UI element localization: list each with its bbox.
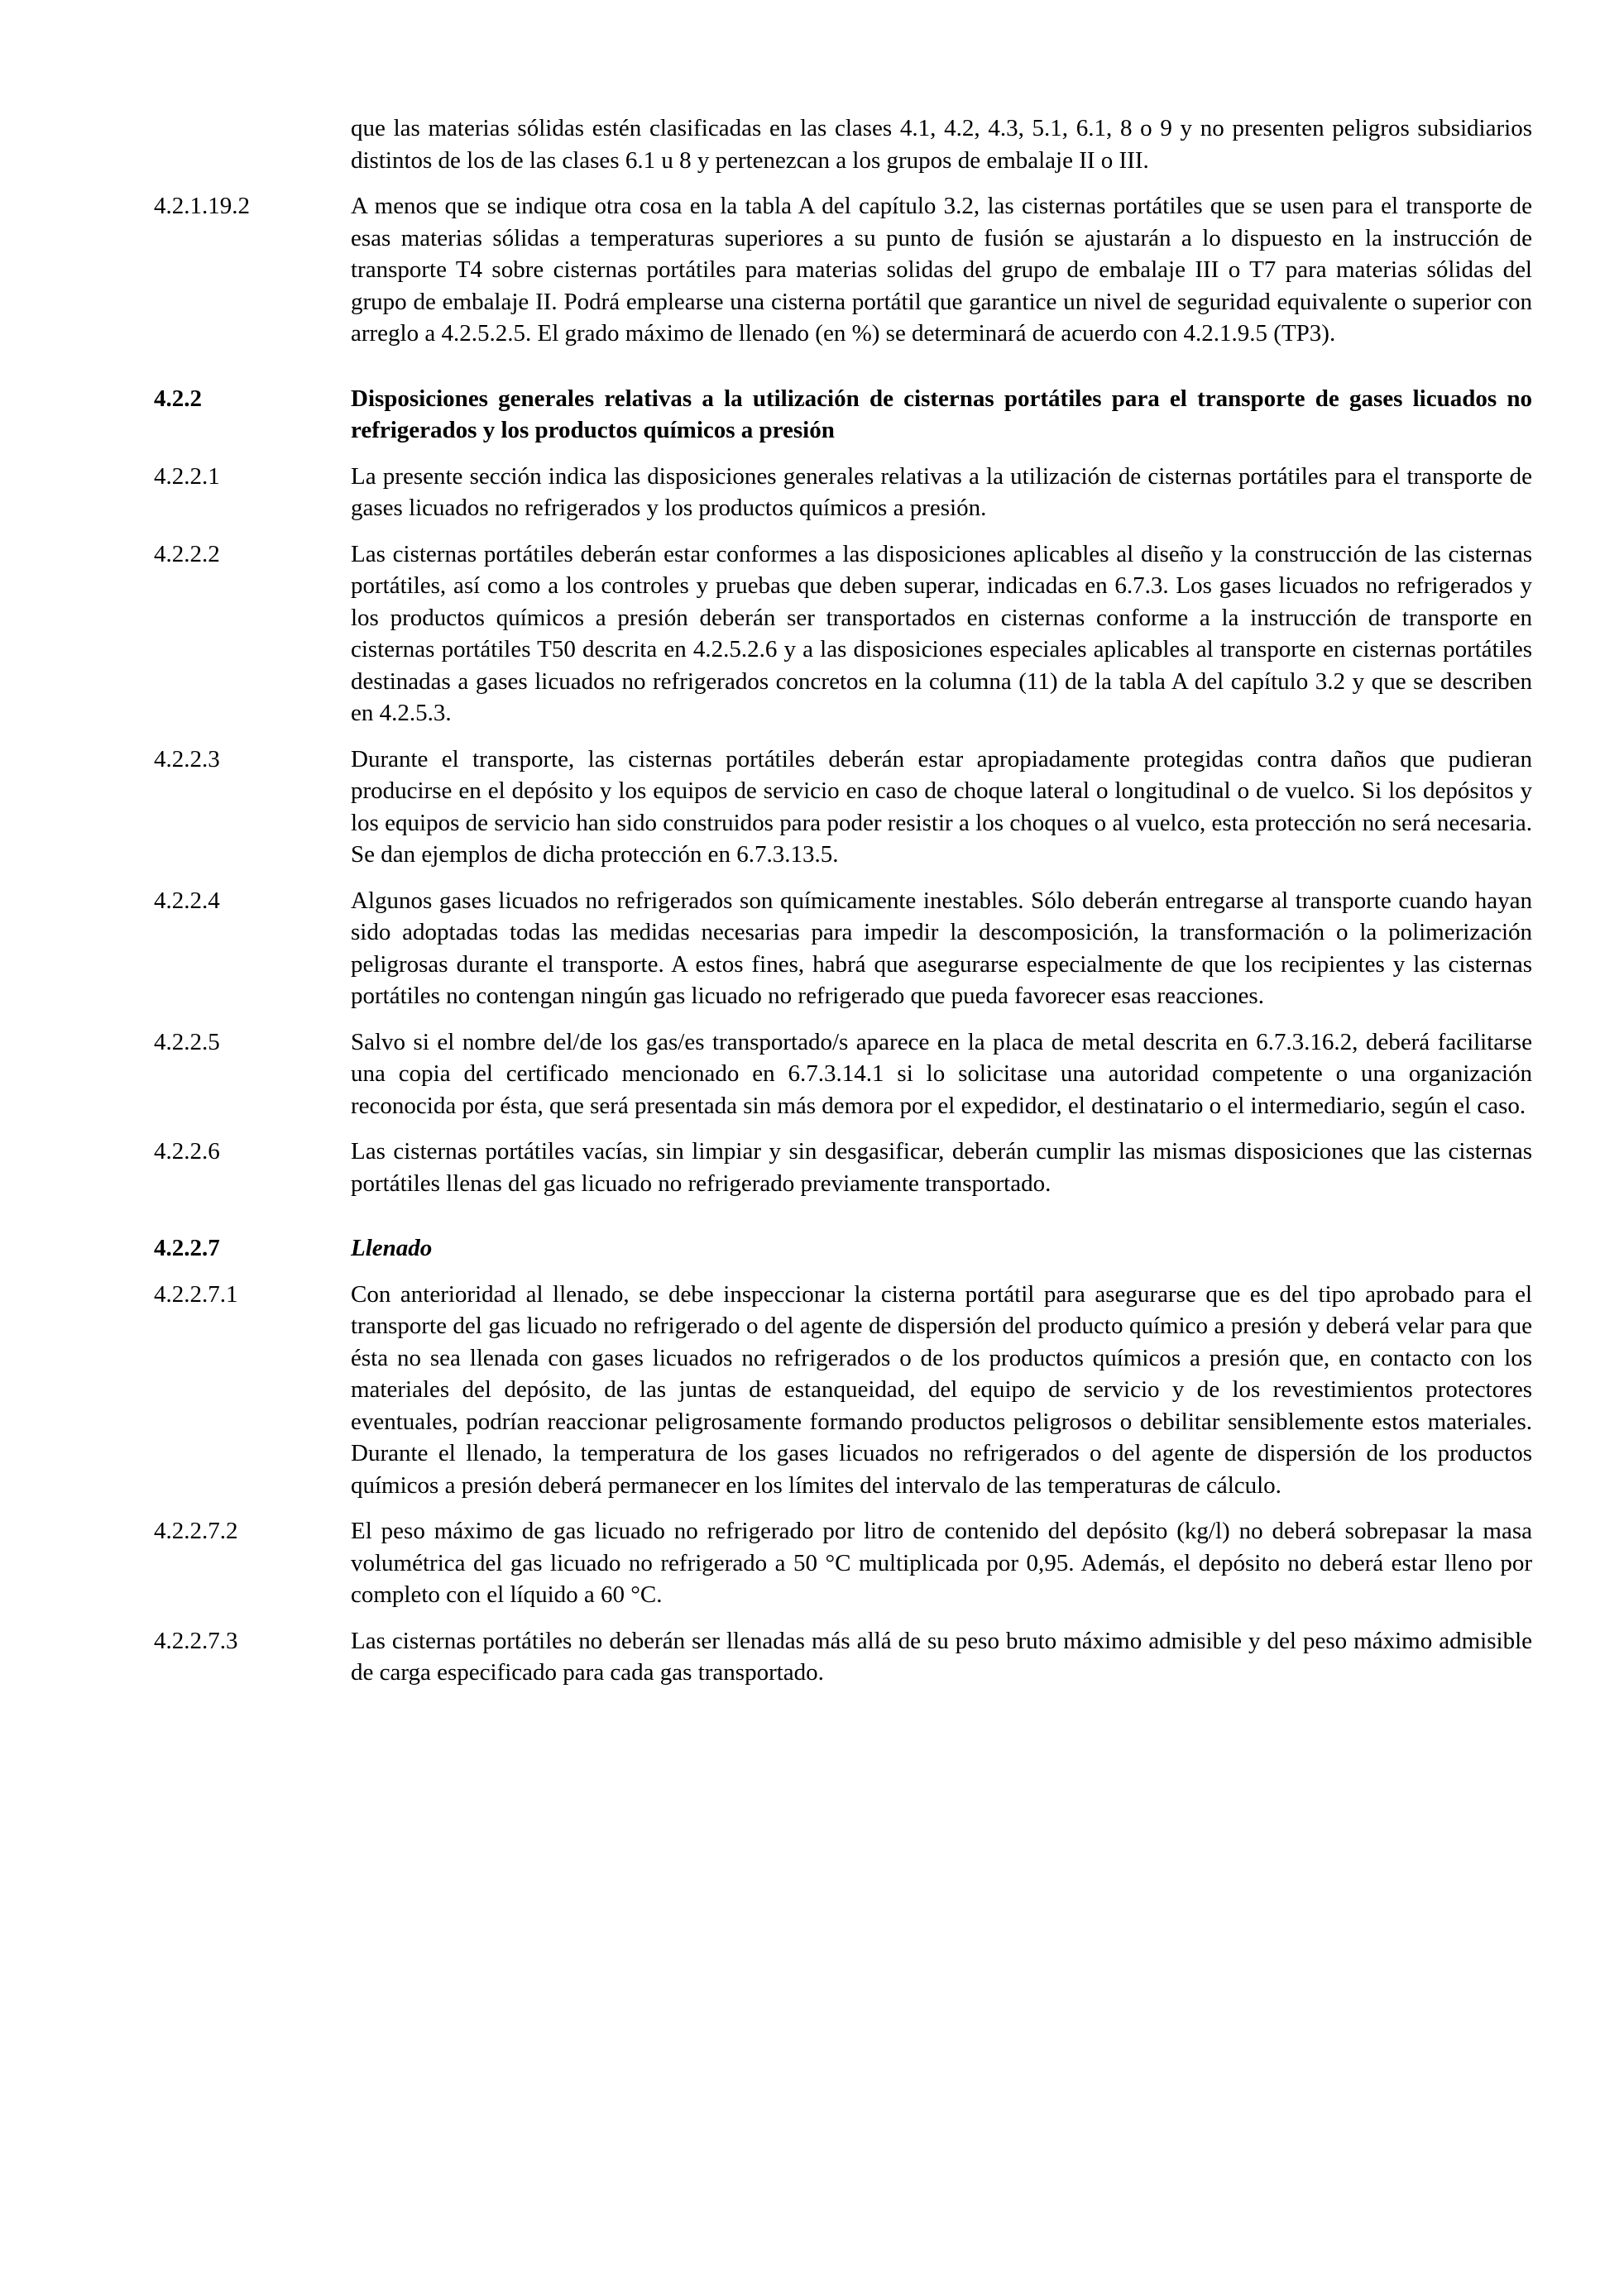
paragraph-text: A menos que se indique otra cosa en la tabla A del capítulo 3.2, las cisternas portátiles que se usen para el transporte de esas materias sólidas a temperaturas superiores a su punto de fusión se ajustarán a lo dispuesto en la instrucción de transporte T4 sobre cisternas portátiles para materias solidas del grupo de embalaje III o T7 para materias sólidas del grupo de embalaje II. Podrá emplearse una cisterna portátil que garantice un nivel de seguridad equivalente o superior con arreglo a 4.2.5.2.5. El grado máximo de llenado (en %) se determinará de acuerdo con 4.2.1.9.5 (TP3). — [351, 193, 1532, 347]
section-number: 4.2.2 — [154, 385, 202, 412]
paragraph-4-2-2-2 — [154, 538, 1532, 729]
paragraph-text: Las cisternas portátiles deberán estar conformes a las disposiciones aplicables al diseño y la construcción de las cisternas portátiles, así como a los controles y pruebas que deben superar, indicadas en 6.7.3. Los gases licuados no refrigerados y los productos químicos a presión deberán ser transportados en cisternas conforme a la instrucción de transporte en cisternas portátiles T50 descrita en 4.2.5.2.6 y a las disposiciones especiales aplicables al transporte en cisternas portátiles destinadas a gases licuados no refrigerados concretos en la columna (11) de la tabla A del capítulo 3.2 y que se describen en 4.2.5.3. — [351, 540, 1532, 726]
paragraph-4-2-2-7-3 — [154, 1625, 1532, 1689]
paragraph-text: La presente sección indica las disposiciones generales relativas a la utilización de cisternas portátiles para el transporte de gases licuados no refrigerados y los productos químicos a presión. — [351, 462, 1532, 521]
paragraph-text: que las materias sólidas estén clasificadas en las clases 4.1, 4.2, 4.3, 5.1, 6.1, 8 o 9 y no presenten peligros subsidiarios distintos de los de las clases 6.1 u 8 y pertenezcan a los grupos de embalaje II o III. — [351, 115, 1532, 174]
paragraph-text: Durante el transporte, las cisternas portátiles deberán estar apropiadamente protegidas contra daños que pudieran producirse en el depósito y los equipos de servicio en caso de choque lateral o longitudinal o de vuelco. Si los depósitos y los equipos de servicio han sido construidos para poder resistir a los choques o al vuelco, esta protección no será necesaria. Se dan ejemplos de dicha protección en 6.7.3.13.5. — [351, 745, 1532, 868]
paragraph-4-2-1-19-2 — [154, 190, 1532, 350]
paragraph-4-2-2-4 — [154, 885, 1532, 1012]
subsection-number: 4.2.2.7 — [154, 1235, 220, 1261]
paragraph-text: Las cisternas portátiles vacías, sin limpiar y sin desgasificar, deberán cumplir las mismas disposiciones que las cisternas portátiles llenas del gas licuado no refrigerado previamente transportado. — [351, 1138, 1532, 1197]
document-body — [154, 112, 1532, 1689]
paragraph-text: El peso máximo de gas licuado no refrigerado por litro de contenido del depósito (kg/l) no deberá sobrepasar la masa volumétrica del gas licuado no refrigerado a 50 °C multiplicada por 0,95. Además, el depósito no deberá estar lleno por completo con el líquido a 60 °C. — [351, 1518, 1532, 1608]
paragraph-number: 4.2.2.2 — [154, 540, 220, 567]
paragraph-number: 4.2.2.1 — [154, 462, 220, 490]
paragraph-4-2-2-7-2 — [154, 1515, 1532, 1611]
paragraph-text: Las cisternas portátiles no deberán ser llenadas más allá de su peso bruto máximo admisible y del peso máximo admisible de carga especificado para cada gas transportado. — [351, 1627, 1532, 1686]
section-heading-4-2-2 — [154, 383, 1532, 447]
paragraph-number: 4.2.2.6 — [154, 1138, 220, 1165]
paragraph-4-2-2-7-1 — [154, 1279, 1532, 1502]
paragraph-number: 4.2.2.7.2 — [154, 1518, 238, 1544]
paragraph-text: Salvo si el nombre del/de los gas/es transportado/s aparece en la placa de metal descrita en 6.7.3.16.2, deberá facilitarse una copia del certificado mencionado en 6.7.3.14.1 si lo solicitase una autoridad competente o una organización reconocida por ésta, que será presentada sin más demora por el expedidor, el destinatario o el intermediario, según el caso. — [351, 1028, 1532, 1119]
paragraph-4-2-2-1 — [154, 461, 1532, 524]
paragraph-number: 4.2.2.7.3 — [154, 1627, 238, 1654]
paragraph-4-2-2-6 — [154, 1136, 1532, 1199]
subsection-heading-4-2-2-7 — [154, 1232, 1532, 1265]
paragraph-number: 4.2.2.4 — [154, 887, 220, 914]
paragraph-number: 4.2.2.5 — [154, 1028, 220, 1055]
paragraph-text: Algunos gases licuados no refrigerados son químicamente inestables. Sólo deberán entregarse al transporte cuando hayan sido adoptadas todas las medidas necesarias para impedir la descomposición, la transformación o la polimerización peligrosas durante el transporte. A estos fines, habrá que asegurarse especialmente de que los recipientes y las cisternas portátiles no contengan ningún gas licuado no refrigerado que pueda favorecer esas reacciones. — [351, 887, 1532, 1009]
subsection-title: Llenado — [351, 1235, 433, 1261]
paragraph-4-2-2-3 — [154, 744, 1532, 871]
paragraph-number: 4.2.2.7.1 — [154, 1280, 238, 1308]
paragraph-number: 4.2.1.19.2 — [154, 193, 250, 219]
paragraph-number: 4.2.2.3 — [154, 745, 220, 773]
paragraph-continuation — [154, 112, 1532, 176]
section-title: Disposiciones generales relativas a la utilización de cisternas portátiles para el transporte de gases licuados no refrigerados y los productos químicos a presión — [351, 385, 1532, 443]
paragraph-4-2-2-5 — [154, 1026, 1532, 1122]
paragraph-text: Con anterioridad al llenado, se debe inspeccionar la cisterna portátil para asegurarse que es del tipo aprobado para el transporte del gas licuado no refrigerado o del agente de dispersión del producto químico a presión y deberá velar para que ésta no sea llenada con gases licuados no refrigerados o de los productos químicos a presión que, en contacto con los materiales del depósito, de las juntas de estanqueidad, del equipo de servicio y de los revestimientos protectores eventuales, podrían reaccionar peligrosamente formando productos peligrosos o debilitar sensiblemente estos materiales. Durante el llenado, la temperatura de los gases licuados no refrigerados o del agente de dispersión de los productos químicos a presión deberá permanecer en los límites del intervalo de las temperaturas de cálculo. — [351, 1280, 1532, 1499]
